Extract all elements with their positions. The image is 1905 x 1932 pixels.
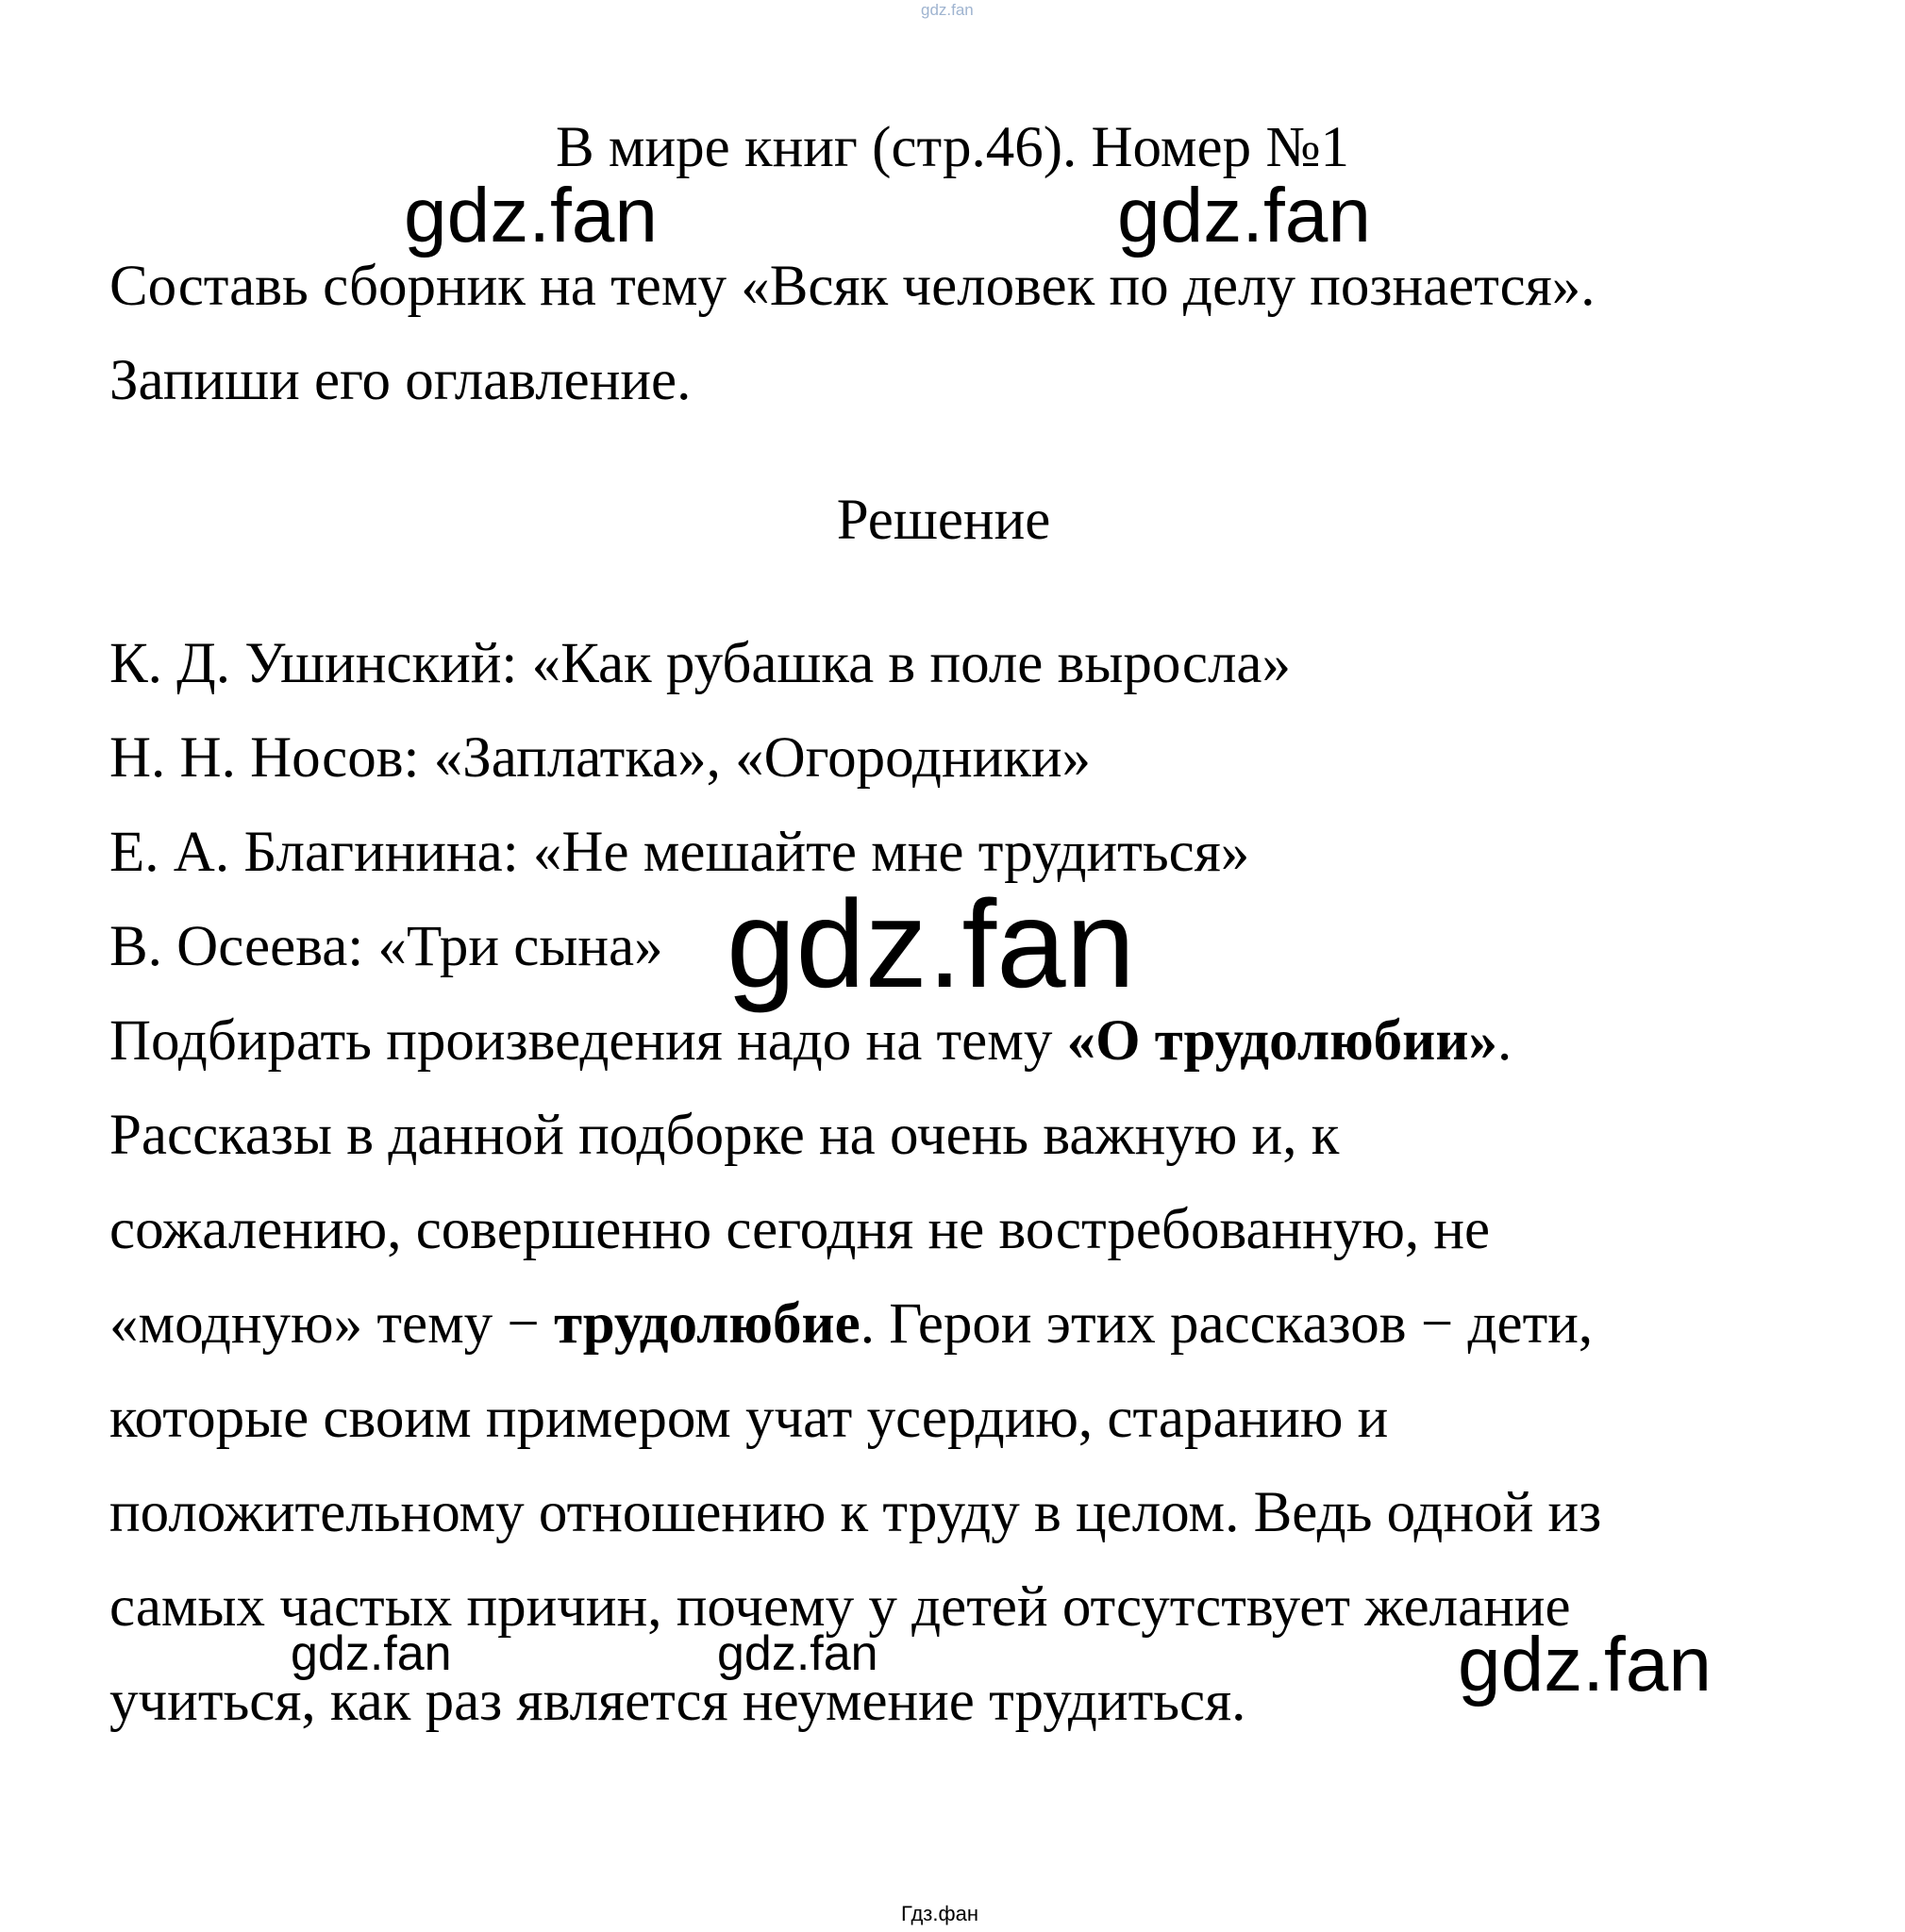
task-text-line-2: Запиши его оглавление. (109, 349, 692, 412)
watermark: gdz.fan (404, 173, 658, 258)
contents-item: Н. Н. Носов: «Заплатка», «Огородники» (109, 726, 1092, 790)
topic-bold: «О трудолюбии» (1066, 1009, 1497, 1073)
paragraph-text: . Герои этих рассказов − дети, (860, 1292, 1594, 1356)
watermark: gdz.fan (1458, 1622, 1712, 1707)
paragraph-line (109, 1292, 1594, 1356)
contents-item: К. Д. Ушинский: «Как рубашка в поле выросла» (109, 632, 1291, 695)
watermark: gdz.fan (291, 1626, 452, 1681)
paragraph-line: учиться, как раз является неумение трудиться. (109, 1670, 1246, 1733)
paragraph-text: «модную» тему − (109, 1292, 555, 1356)
footer-text: Гдз.фан (901, 1902, 978, 1925)
task-text-line-1: Составь сборник на тему «Всяк человек по делу познается». (109, 255, 1596, 318)
topic-line (109, 1009, 1512, 1073)
watermark: gdz.fan (1117, 173, 1371, 258)
watermark: gdz.fan (727, 874, 1135, 1013)
contents-item: В. Осеева: «Три сына» (109, 915, 663, 978)
contents-item: Е. А. Благинина: «Не мешайте мне трудиться» (109, 821, 1250, 884)
paragraph-line: положительному отношению к труду в целом. Ведь одной из (109, 1481, 1602, 1544)
paragraph-line: которые своим примером учат усердию, старанию и (109, 1387, 1389, 1450)
topic-suffix: . (1496, 1009, 1512, 1073)
topic-prefix: Подбирать произведения надо на тему (109, 1009, 1067, 1073)
watermark: gdz.fan (717, 1626, 878, 1681)
header-watermark: gdz.fan (921, 1, 974, 19)
solution-heading: Решение (836, 489, 1051, 552)
paragraph-line: сожалению, совершенно сегодня не востребованную, не (109, 1198, 1491, 1261)
paragraph-line: самых частых причин, почему у детей отсутствует желание (109, 1575, 1571, 1639)
paragraph-line: Рассказы в данной подборке на очень важную и, к (109, 1104, 1340, 1167)
paragraph-bold: трудолюбие (554, 1292, 861, 1356)
page-title: В мире книг (стр.46). Номер №1 (555, 116, 1350, 179)
